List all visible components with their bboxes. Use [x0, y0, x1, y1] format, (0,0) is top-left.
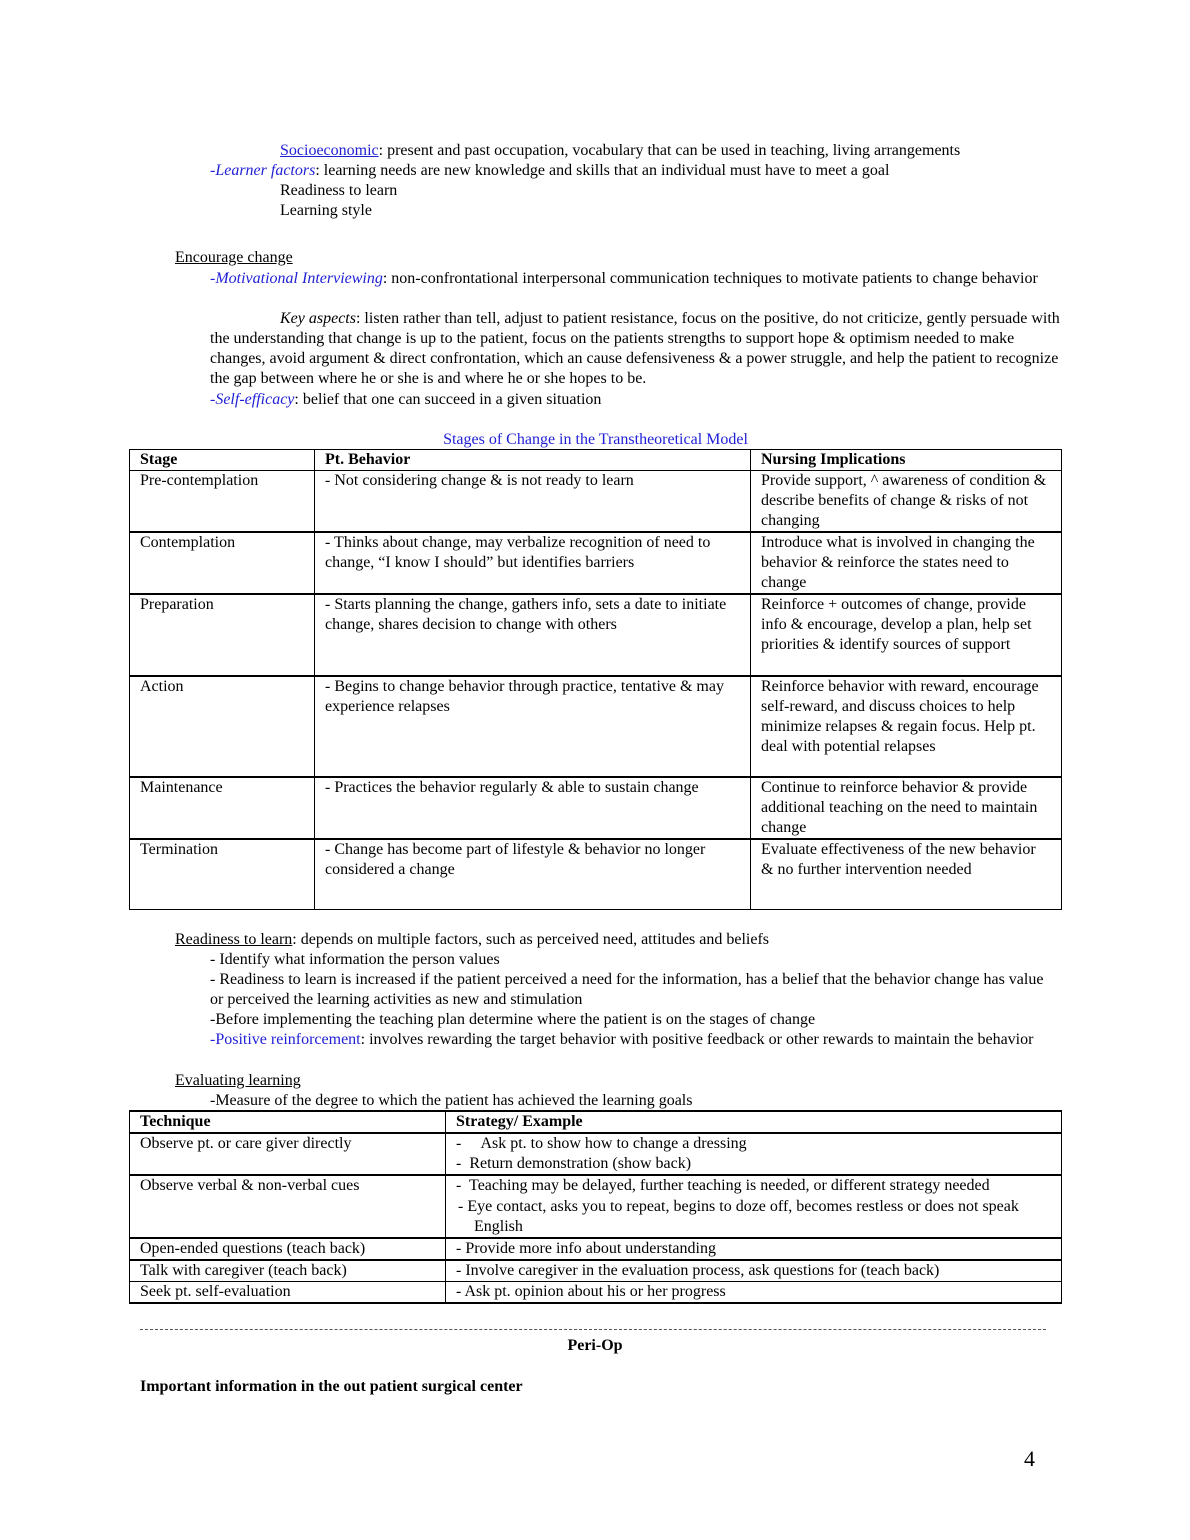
learning-style-item: Learning style: [280, 202, 372, 219]
page-number: 4: [1024, 1446, 1035, 1471]
positive-reinforcement-label: Positive reinforcement: [215, 1031, 361, 1048]
motivational-interviewing-paragraph: [210, 269, 1060, 289]
table-row: [130, 777, 1062, 839]
stages-table: [129, 449, 1062, 910]
technique-header-row: [130, 1111, 1062, 1133]
stage-cell: Maintenance: [130, 777, 315, 839]
table-row: [130, 1260, 1062, 1282]
behavior-cell: - Starts planning the change, gathers info, sets a date to initiate change, shares decision to change with others: [315, 594, 751, 676]
behavior-cell: - Begins to change behavior through practice, tentative & may experience relapses: [315, 676, 751, 777]
stage-cell: Preparation: [130, 594, 315, 676]
strategy-cell: - Ask pt. opinion about his or her progress: [446, 1282, 1062, 1304]
readiness-heading-text: : depends on multiple factors, such as perceived need, attitudes and beliefs: [292, 931, 770, 948]
pr-dash: -: [210, 1031, 216, 1048]
se-dash: -: [210, 391, 216, 408]
socioeconomic-line: [280, 141, 960, 161]
self-efficacy-text: : belief that one can succeed in a given situation: [294, 391, 602, 408]
readiness-heading: Readiness to learn: [175, 931, 293, 948]
behavior-cell: - Thinks about change, may verbalize recognition of need to change, “I know I should” but identifies barriers: [315, 532, 751, 594]
header-stage: Stage: [130, 450, 315, 471]
strategy-item: - Ask pt. to show how to change a dressing: [456, 1135, 747, 1152]
table-row: [130, 471, 1062, 533]
stage-cell: Pre-contemplation: [130, 471, 315, 533]
implications-cell: Evaluate effectiveness of the new behavior & no further intervention needed: [751, 839, 1062, 909]
strategy-cell: - Involve caregiver in the evaluation process, ask questions for (teach back): [446, 1260, 1062, 1282]
strategy-cell: - Provide more info about understanding: [446, 1238, 1062, 1260]
table-row: [130, 839, 1062, 909]
table-row: [130, 1238, 1062, 1260]
table-row: [130, 594, 1062, 676]
motivational-interviewing-label: Motivational Interviewing: [215, 270, 383, 287]
readiness-item: Readiness to learn: [280, 182, 398, 199]
periop-title: Peri-Op: [567, 1337, 623, 1354]
strategy-cell: [446, 1133, 1062, 1175]
behavior-cell: - Not considering change & is not ready to learn: [315, 471, 751, 533]
table-row: [130, 1133, 1062, 1175]
table-row: [130, 1282, 1062, 1304]
self-efficacy-line: [210, 390, 601, 410]
strategy-item: - Teaching may be delayed, further teaching is needed, or different strategy needed: [456, 1177, 990, 1194]
encourage-change-heading: Encourage change: [175, 249, 293, 266]
positive-reinforcement-text: : involves rewarding the target behavior with positive feedback or other rewards to maintain the behavior: [360, 1031, 1034, 1048]
header-strategy: Strategy/ Example: [446, 1111, 1062, 1133]
implications-cell: Provide support, ^ awareness of condition & describe benefits of change & risks of not changing: [751, 471, 1062, 533]
learner-factors-line: [210, 161, 889, 181]
readiness-bullet-3: -Before implementing the teaching plan determine where the patient is on the stages of change: [210, 1011, 816, 1028]
stages-header-row: [130, 450, 1062, 471]
header-pt-behavior: Pt. Behavior: [315, 450, 751, 471]
self-efficacy-label: Self-efficacy: [215, 391, 295, 408]
technique-cell: Talk with caregiver (teach back): [130, 1260, 446, 1282]
learner-factors-label: -Learner factors: [210, 162, 316, 179]
key-aspects-text: : listen rather than tell, adjust to patient resistance, focus on the positive, do not criticize, gently persuade with the understanding that change is up to the patient, focus on the patients strengths to support hope & optimism needed to make changes, avoid argument & direct confrontation, which an cause defensiveness & a power struggle, and help the patient to recognize the gap between where he or she is and where he or she hopes to be.: [210, 310, 1060, 387]
socioeconomic-text: : present and past occupation, vocabulary that can be used in teaching, living arrangements: [378, 142, 961, 159]
table-row: [130, 1175, 1062, 1238]
strategy-item: - Return demonstration (show back): [456, 1155, 692, 1172]
learner-factors-text: : learning needs are new knowledge and skills that an individual must have to meet a goal: [315, 162, 890, 179]
readiness-bullet-2: - Readiness to learn is increased if the patient perceived a need for the information, has a belief that the behavior change has value or perceived the learning activities as new and stimulation: [210, 971, 1044, 1008]
strategy-item: - Eye contact, asks you to repeat, begins to doze off, becomes restless or does not speak English: [458, 1198, 1019, 1235]
key-aspects-label: Key aspects: [280, 310, 356, 327]
technique-cell: Open-ended questions (teach back): [130, 1238, 446, 1260]
key-aspects-paragraph: [210, 309, 1060, 389]
strategy-cell: [446, 1175, 1062, 1238]
mi-dash: -: [210, 270, 216, 287]
behavior-cell: - Change has become part of lifestyle & behavior no longer considered a change: [315, 839, 751, 909]
table-row: [130, 676, 1062, 777]
technique-cell: Observe pt. or care giver directly: [130, 1133, 446, 1175]
technique-cell: Observe verbal & non-verbal cues: [130, 1175, 446, 1238]
stage-cell: Contemplation: [130, 532, 315, 594]
readiness-bullet-1: - Identify what information the person values: [210, 951, 500, 968]
header-technique: Technique: [130, 1111, 446, 1133]
stage-cell: Action: [130, 676, 315, 777]
implications-cell: Continue to reinforce behavior & provide additional teaching on the need to maintain change: [751, 777, 1062, 839]
header-nursing-implications: Nursing Implications: [751, 450, 1062, 471]
readiness-heading-line: [175, 930, 769, 950]
evaluating-intro: -Measure of the degree to which the patient has achieved the learning goals: [210, 1092, 693, 1109]
positive-reinforcement-paragraph: [210, 1030, 1060, 1050]
stages-table-caption: Stages of Change in the Transtheoretical Model: [443, 431, 748, 448]
implications-cell: Reinforce + outcomes of change, provide info & encourage, develop a plan, help set priorities & identify sources of support: [751, 594, 1062, 676]
evaluating-learning-heading: Evaluating learning: [175, 1072, 301, 1089]
implications-cell: Introduce what is involved in changing the behavior & reinforce the states need to change: [751, 532, 1062, 594]
implications-cell: Reinforce behavior with reward, encourage self-reward, and discuss choices to help minimize relapses & regain focus. Help pt. deal with potential relapses: [751, 676, 1062, 777]
section-divider: [140, 1329, 1046, 1330]
socioeconomic-link[interactable]: Socioeconomic: [280, 142, 379, 159]
table-row: [130, 532, 1062, 594]
behavior-cell: - Practices the behavior regularly & able to sustain change: [315, 777, 751, 839]
technique-table: [129, 1110, 1062, 1304]
motivational-interviewing-text: : non-confrontational interpersonal communication techniques to motivate patients to change behavior: [382, 270, 1038, 287]
stage-cell: Termination: [130, 839, 315, 909]
technique-cell: Seek pt. self-evaluation: [130, 1282, 446, 1304]
periop-subheading: Important information in the out patient surgical center: [140, 1378, 523, 1395]
